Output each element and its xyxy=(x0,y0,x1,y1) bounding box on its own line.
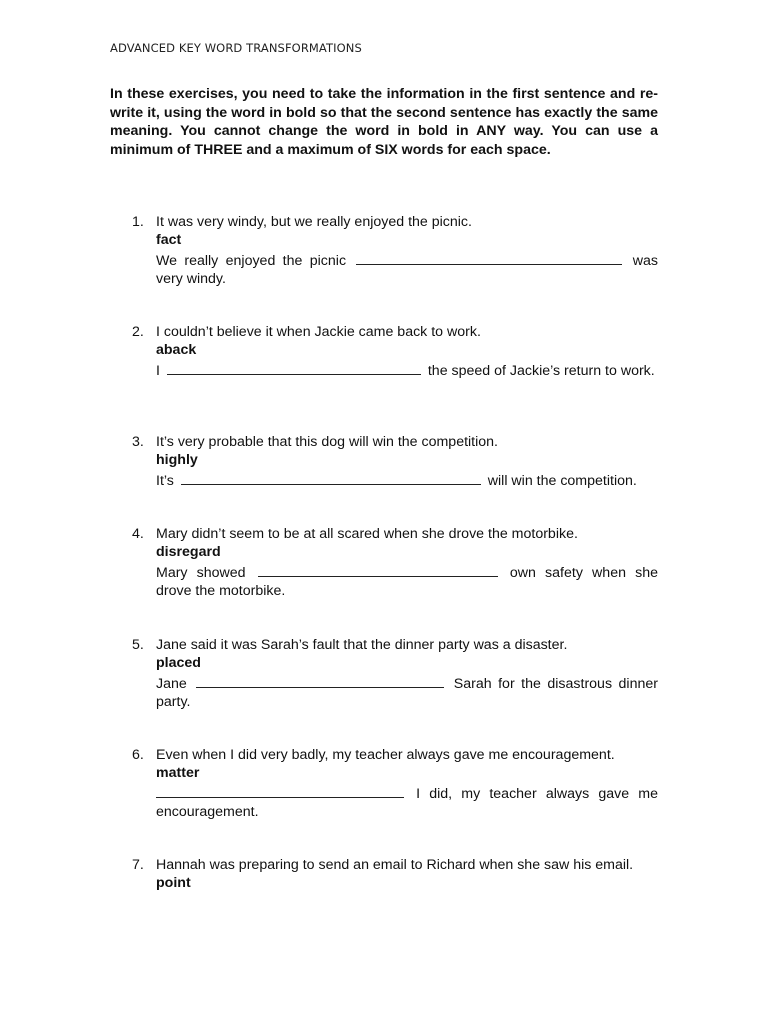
key-word: highly xyxy=(156,452,198,469)
sentence-start: Jane xyxy=(156,675,187,692)
question-number: 1. xyxy=(132,214,144,230)
question-number: 7. xyxy=(132,857,144,873)
transformation-sentence xyxy=(156,562,658,601)
transformation-sentence xyxy=(156,250,658,289)
original-sentence: Even when I did very badly, my teacher always gave me encouragement. xyxy=(156,747,615,763)
question-2 xyxy=(132,323,658,380)
sentence-start: We really enjoyed the picnic xyxy=(156,252,347,269)
question-number: 2. xyxy=(132,324,144,340)
key-word: fact xyxy=(156,232,182,249)
original-sentence: Jane said it was Sarah’s fault that the dinner party was a disaster. xyxy=(156,637,568,653)
answer-blank[interactable] xyxy=(258,562,498,577)
original-sentence: Hannah was preparing to send an email to Richard when she saw his email. xyxy=(156,857,634,873)
answer-blank[interactable] xyxy=(181,470,481,485)
sentence-end: will win the competition. xyxy=(487,472,637,489)
original-sentence: I couldn’t believe it when Jackie came back to work. xyxy=(156,324,481,340)
question-6 xyxy=(132,746,658,821)
question-number: 6. xyxy=(132,747,144,763)
original-sentence: Mary didn’t seem to be at all scared when she drove the motorbike. xyxy=(156,526,578,542)
question-number: 3. xyxy=(132,434,144,450)
key-word: aback xyxy=(156,342,197,359)
answer-blank[interactable] xyxy=(167,360,421,375)
transformation-sentence xyxy=(156,470,658,490)
question-number: 5. xyxy=(132,637,144,653)
answer-blank[interactable] xyxy=(196,673,444,688)
sentence-end: Sarah for the disastrous dinner party. xyxy=(156,675,658,710)
question-1 xyxy=(132,213,658,288)
question-3 xyxy=(132,433,658,490)
question-5 xyxy=(132,636,658,711)
sentence-start: It’s xyxy=(156,472,174,489)
sentence-start: Mary showed xyxy=(156,564,246,581)
original-sentence: It was very windy, but we really enjoyed the picnic. xyxy=(156,214,472,230)
question-7 xyxy=(132,856,658,893)
key-word: placed xyxy=(156,655,201,672)
key-word: disregard xyxy=(156,544,221,561)
sentence-start: I xyxy=(156,362,160,379)
original-sentence: It’s very probable that this dog will win the competition. xyxy=(156,434,498,450)
sentence-end: own safety when she drove the motorbike. xyxy=(156,564,658,599)
answer-blank[interactable] xyxy=(156,783,404,798)
answer-blank[interactable] xyxy=(356,250,622,265)
instructions-paragraph: In these exercises, you need to take the information in the first sentence and re-write it, using the word in bold so that the second sentence has exactly the same meaning. You cannot change the word in bold in ANY way. You can use a minimum of THREE and a maximum of SIX words for each space. xyxy=(110,86,658,158)
transformation-sentence xyxy=(156,783,658,822)
page-header-title: ADVANCED KEY WORD TRANSFORMATIONS xyxy=(110,41,362,55)
key-word: matter xyxy=(156,765,200,782)
sentence-end: was very windy. xyxy=(156,252,658,287)
transformation-sentence xyxy=(156,360,658,380)
sentence-end: I did, my teacher always gave me encouragement. xyxy=(156,785,658,820)
question-number: 4. xyxy=(132,526,144,542)
question-4 xyxy=(132,525,658,600)
key-word: point xyxy=(156,875,191,892)
transformation-sentence xyxy=(156,673,658,712)
sentence-end: the speed of Jackie’s return to work. xyxy=(427,362,655,379)
